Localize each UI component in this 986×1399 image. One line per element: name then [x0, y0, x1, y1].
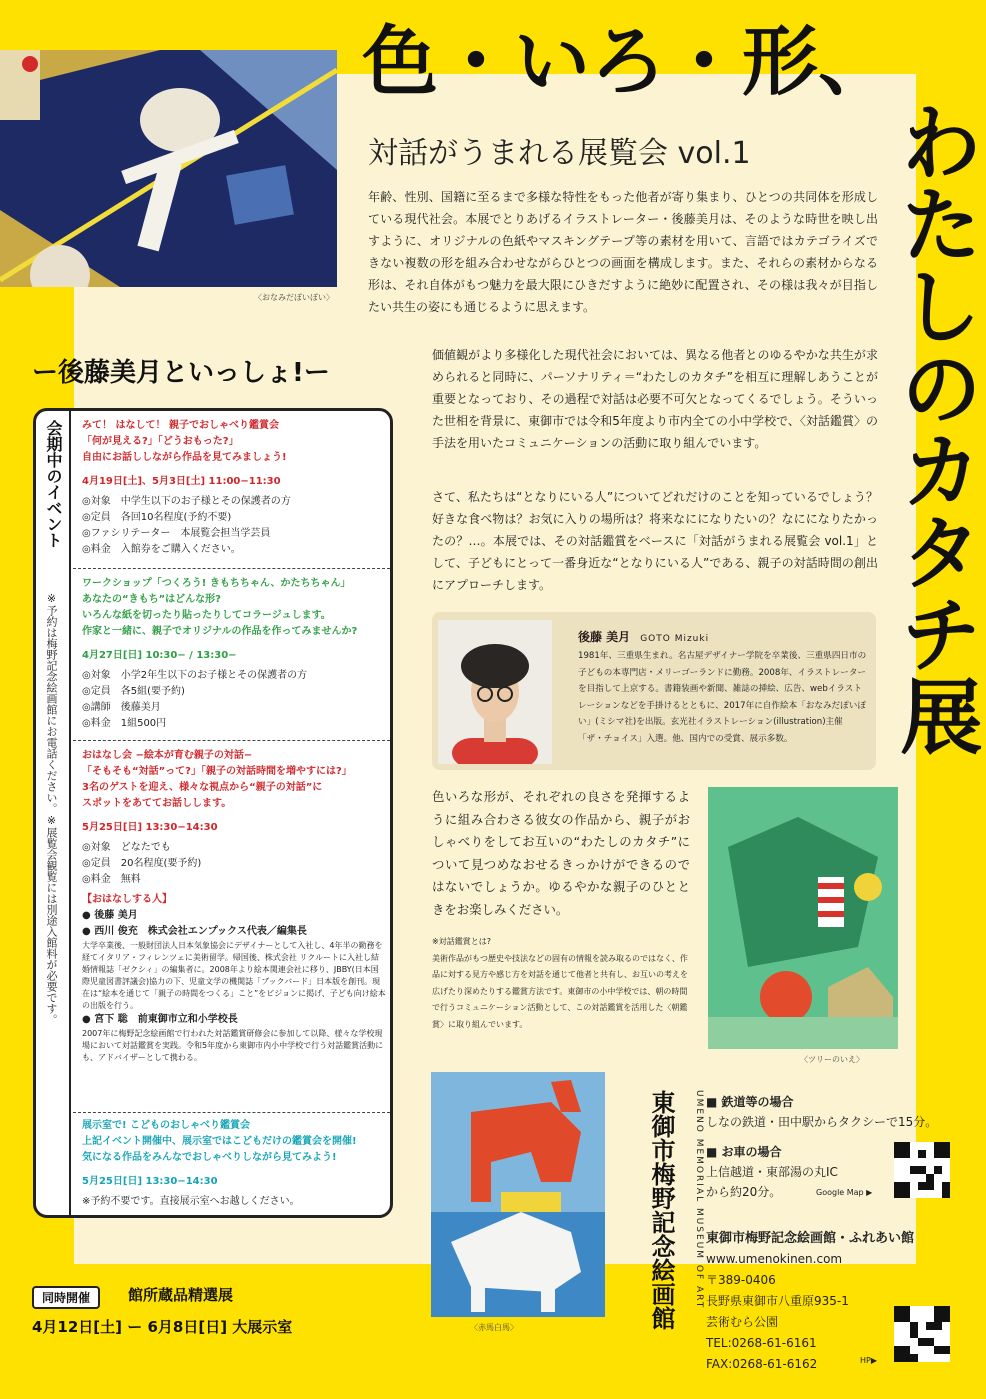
event-1-row-4: ◎料金 入館券をご購入ください。 [82, 544, 241, 555]
intro-paragraph-2: 価値観がより多様化した現代社会においては、異なる他者とのゆるやかな共生が求められると同時に、パーソナリティ＝“わたしのカタチ”を相互に理解しあうことが重要となっており、その過程で対話は必要不可欠となってくるでしょう。そういった世相を背景に、東御市では令和5年度より市内全ての小中学校で、〈対話鑑賞〉の手法を用いたコミュニケーションの活動に取り組んでいます。 [432, 348, 878, 450]
museum-full-name: 東御市梅野記念絵画館・ふれあい館 [706, 1231, 915, 1246]
speaker-3-bio: 2007年に梅野記念絵画館で行われた対話鑑賞研修会に参加して以降、様々な学校現場において対話鑑賞を実践。令和5年度から東御市内小中学校で行う対話鑑賞活動にも、アドバイザーとして携わる。 [82, 1029, 384, 1062]
access-train [706, 1092, 937, 1132]
concurrent-title: 館所蔵品精選展 [128, 1286, 234, 1304]
event-2-head-3: いろんな紙を切ったり貼ったりしてコラージュします。 [82, 610, 331, 621]
museum-tel: TEL:0268-61-6161 [706, 1336, 817, 1350]
artwork-horse-caption: 〈赤馬白馬〉 [470, 1323, 518, 1332]
event-2-row-3: ◎講師 後藤美月 [82, 702, 161, 713]
museum-info [706, 1228, 914, 1375]
artwork-tree-caption: 〈ツリーのいえ〉 [800, 1055, 864, 1064]
events-note: ※予約は梅野記念絵画館にお電話ください。※展覧会観覧には別途入館料が必要です。 [45, 592, 58, 1025]
artwork-red-white-horse [431, 1072, 605, 1317]
tagline: ー後藤美月といっしょ!ー [32, 358, 330, 388]
event-1 [82, 418, 386, 558]
event-3-head-4: スポットをあててお話しします。 [82, 798, 232, 809]
dialogue-note-text: 美術作品がもつ歴史や技法などの固有の情報を読み取るのではなく、作品に対する見方や感じ方を対話を通じて他者と共有し、お互いの考えを広げたり深めたりする鑑賞方法です。東御市の小中学校では、朝の時間で行うコミュニケーション活動として、この対話鑑賞を活用した〈朝鑑賞〉に取り組んでいます。 [432, 953, 688, 1029]
main-title-vertical: わたしのカタチ展 [887, 100, 982, 756]
museum-name-vertical: 東御市梅野記念絵画館 [647, 1090, 675, 1330]
access-car-heading: ■ お車の場合 [706, 1145, 782, 1159]
museum-url[interactable]: www.umenokinen.com [706, 1252, 843, 1266]
dialogue-note-heading: ※対話鑑賞とは? [432, 937, 491, 946]
access-train-heading: ■ 鉄道等の場合 [706, 1095, 794, 1109]
artist-name-jp: 後藤 美月 [578, 630, 631, 644]
event-3-head-1: おはなし会 −絵本が育む親子の対話− [82, 750, 253, 761]
event-3-date: 5月25日[日] 13:30−14:30 [82, 822, 218, 833]
event-separator [73, 740, 390, 741]
event-2-head-4: 作家と一緒に、親子でオリジナルの作品を作ってみませんか? [82, 626, 358, 637]
museum-name-en: UMENO MEMORIAL MUSEUM OF ART [694, 1090, 704, 1310]
event-1-head-2: 「何が見える?」「どうおもった?」 [82, 436, 239, 447]
museum-zip: 〒389-0406 [706, 1273, 776, 1287]
event-2-row-4: ◎料金 1組500円 [82, 718, 167, 729]
event-3-head-3: 3名のゲストを迎え、様々な視点から“親子の対話”に [82, 782, 323, 793]
event-3-row-3: ◎料金 無料 [82, 874, 141, 885]
artist-bio: 1981年、三重県生まれ。名古屋デザイナー学院を卒業後、三重県四日市の子どもの本専門店・メリーゴーランドに勤務。2008年、イラストレーターを目指して上京する。書籍装画や新聞、雑誌の挿絵、広告、webイラストレーションなどを手掛けるとともに、2017年に自作絵本「おなみだぽいぽい」(ミシマ社)を出版。玄光社イラストレーション(illustration)主催「ザ・チョイス」入選。他、国内での受賞、展示多数。 [578, 651, 867, 744]
event-1-head-3: 自由にお話ししながら作品を見てみましょう! [82, 452, 287, 463]
main-title-horizontal: 色・いろ・形、 [362, 17, 894, 106]
event-2-head-1: ワークショップ「つくろう! きもちちゃん、かたちちゃん」 [82, 578, 351, 589]
event-3-row-2: ◎定員 20名程度(要予約) [82, 858, 202, 869]
access-train-text: しなの鉄道・田中駅からタクシーで15分。 [706, 1115, 938, 1129]
closing-paragraph: 色いろな形が、それぞれの良さを発揮するように組み合わさる彼女の作品から、親子がおしゃべりをしてお互いの“わたしのカタチ”について見つめなおせるきっかけができるのではないでしょうか。ゆるやかな親子のひとときをお楽しみください。 [432, 789, 690, 917]
speakers-heading: 【おはなしする人】 [82, 894, 172, 905]
event-1-row-1: ◎対象 中学生以下のお子様とその保護者の方 [82, 496, 291, 507]
qr-code-icon[interactable] [894, 1306, 950, 1362]
google-map-link[interactable]: Google Map ▶ [816, 1188, 873, 1197]
artwork-tree-house [708, 787, 898, 1049]
event-4-head-1: 展示室で! こどものおしゃべり鑑賞会 [82, 1120, 251, 1131]
artist-photo [438, 620, 552, 764]
event-1-date: 4月19日[土]、5月3日[土] 11:00−11:30 [82, 476, 281, 487]
hp-link[interactable]: HP▶ [860, 1356, 877, 1365]
access-car-text-2: から約20分。 [706, 1185, 782, 1199]
event-2-date: 4月27日[日] 10:30− / 13:30− [82, 650, 237, 661]
events-label: 会期中のイベント [44, 420, 63, 548]
event-1-head-1: みて！ はなして！ 親子でおしゃべり鑑賞会 [82, 420, 279, 431]
event-4 [82, 1118, 386, 1210]
museum-address-2: 芸術むら公園 [706, 1315, 779, 1329]
event-4-head-2: 上記イベント開催中、展示室ではこどもだけの鑑賞会を開催! [82, 1136, 357, 1147]
artwork-top-caption: 〈おなみだぽいぽい〉 [254, 293, 334, 302]
speaker-2-bio: 大学卒業後、一般財団法人日本気象協会にデザイナーとして入社し、4年半の勤務を経てイタリア・フィレンツェに美術留学。帰国後、株式会社 リクルートに入社し結婚情報誌「ゼクシィ」の編集者に。2008年より絵本関連会社に移り、JBBY(日本国際児童図書評議会)協力の下、児童文学の機関誌「ブックバード」日本版を創刊。現在は“絵本を通じて「親子の時間をつくる」こと”をビジョンに掲げ、子ども向け絵本の出版を行う。 [82, 941, 386, 1010]
concurrent-badge: 同時開催 [32, 1286, 100, 1309]
museum-address-1: 長野県東御市八重原935-1 [706, 1294, 849, 1308]
event-2-head-2: あなたの“きもち”はどんな形? [82, 594, 221, 605]
event-2 [82, 576, 386, 732]
event-3-head-2: 「そもそも“対話”って?」「親子の対話時間を増やすには?」 [82, 766, 352, 777]
event-separator [73, 1112, 390, 1113]
event-4-date: 5月25日[日] 13:30−14:30 [82, 1176, 218, 1187]
event-1-row-3: ◎ファシリテーター 本展覧会担当学芸員 [82, 528, 271, 539]
event-4-row-1: ※予約不要です。直接展示室へお越しください。 [82, 1196, 300, 1207]
intro-paragraph-3: さて、私たちは“となりにいる人”についてどれだけのことを知っているでしょう？好きな食べ物は？お気に入りの場所は？将来なにになりたいの？なにになりたかったの？…。本展では、その対話鑑賞をベースに「対話がうまれる展覧会 vol.1」として、子どもにとって一番身近な“となりにいる人”である、親子の対話時間の創出にアプローチします。 [432, 490, 878, 592]
event-2-row-2: ◎定員 各5組(要予約) [82, 686, 185, 697]
event-4-head-3: 気になる作品をみんなでおしゃべりしながら見てみよう! [82, 1152, 337, 1163]
concurrent-date: 4月12日[土] ー 6月8日[日] 大展示室 [32, 1318, 293, 1336]
artwork-onamida [0, 50, 337, 287]
speaker-3: ● 宮下 聡 前東御市立和小学校長 [82, 1014, 238, 1025]
event-3 [82, 748, 386, 1064]
event-1-row-2: ◎定員 各回10名程度(予約不要) [82, 512, 232, 523]
qr-code-icon[interactable] [894, 1142, 950, 1198]
intro-paragraph-1: 年齢、性別、国籍に至るまで多様な特性をもった他者が寄り集まり、ひとつの共同体を形成している現代社会。本展でとりあげるイラストレーター・後藤美月は、そのような時世を映し出すように、オリジナルの色紙やマスキングテープ等の素材を用いて、言語ではカテゴライズできない複数の形を組み合わせながらひとつの画面を構成します。また、それらの素材からなる形は、それ自体がもつ魅力を最大限にひきだすように絶妙に配置され、その様は我々が目指したい共生の姿にも通じるように思えます。 [368, 190, 878, 314]
speaker-2: ● 西川 俊充 株式会社エンプックス代表／編集長 [82, 926, 307, 937]
access-car-text-1: 上信越道・東部湯の丸IC [706, 1165, 838, 1179]
event-separator [73, 568, 390, 569]
museum-fax: FAX:0268-61-6162 [706, 1357, 818, 1371]
event-2-row-1: ◎対象 小学2年生以下のお子様とその保護者の方 [82, 670, 308, 681]
speaker-1: ● 後藤 美月 [82, 910, 138, 921]
artist-name-en: GOTO Mizuki [640, 634, 710, 644]
subtitle: 対話がうまれる展覧会 vol.1 [368, 136, 751, 171]
event-3-row-1: ◎対象 どなたでも [82, 842, 171, 853]
dialogue-note [432, 934, 690, 1033]
artist-name [578, 628, 709, 645]
